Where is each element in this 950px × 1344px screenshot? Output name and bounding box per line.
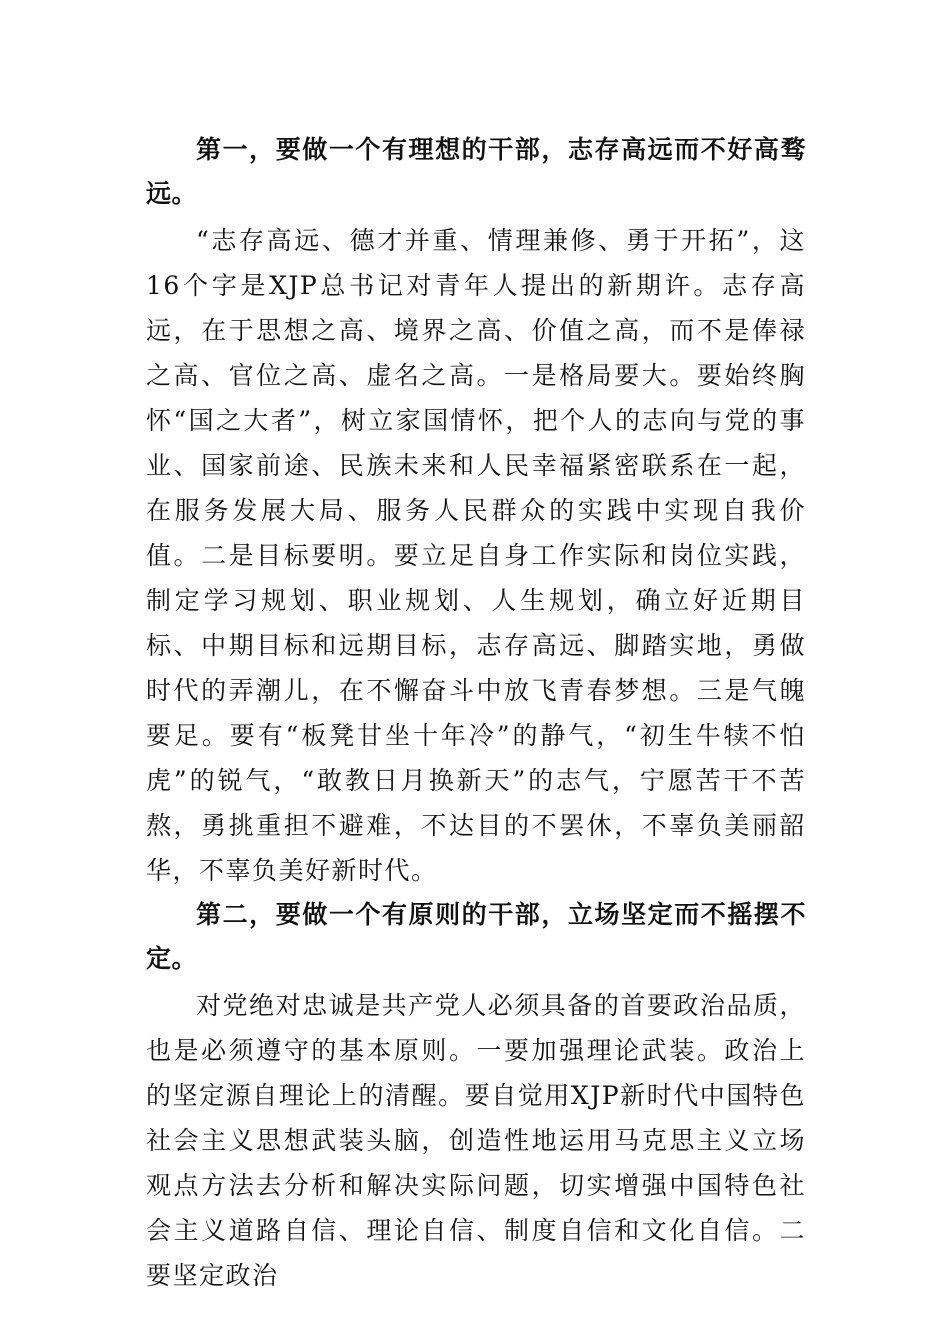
section-heading-first: 第一，要做一个有理想的干部，志存高远而不好高骛远。 [146,135,806,208]
section-heading-second: 第二，要做一个有原则的干部，立场坚定而不摇摆不定。 [146,900,806,973]
section-paragraph-second: 对党绝对忠诚是共产党人必须具备的首要政治品质，也是必须遵守的基本原则。一要加强理论武装。政治上的坚定源自理论上的清醒。要自觉用XJP新时代中国特色社会主义思想武装头脑，创造性地运用马克思主义立场观点方法去分析和解决实际问题，切实增强中国特色社会主义道路自信、理论自信、制度自信和文化自信。二要坚定政治 [146,991,806,1290]
section-paragraph-first: “志存高远、德才并重、情理兼修、勇于开拓”，这16个字是XJP总书记对青年人提出的新期许。志存高远，在于思想之高、境界之高、价值之高，而不是俸禄之高、官位之高、虚名之高。一是格局要大。要始终胸怀“国之大者”，树立家国情怀，把个人的志向与党的事业、国家前途、民族未来和人民幸福紧密联系在一起，在服务发展大局、服务人民群众的实践中实现自我价值。二是目标要明。要立足自身工作实际和岗位实践，制定学习规划、职业规划、人生规划，确立好近期目标、中期目标和远期目标，志存高远、脚踏实地，勇做时代的弄潮儿，在不懈奋斗中放飞青春梦想。三是气魄要足。要有“板凳甘坐十年冷”的静气，“初生牛犊不怕虎”的锐气，“敢教日月换新天”的志气，宁愿苦干不苦熬，勇挑重担不避难，不达目的不罢休，不辜负美丽韶华，不辜负美好新时代。 [146,226,806,885]
document-body [146,128,806,1298]
